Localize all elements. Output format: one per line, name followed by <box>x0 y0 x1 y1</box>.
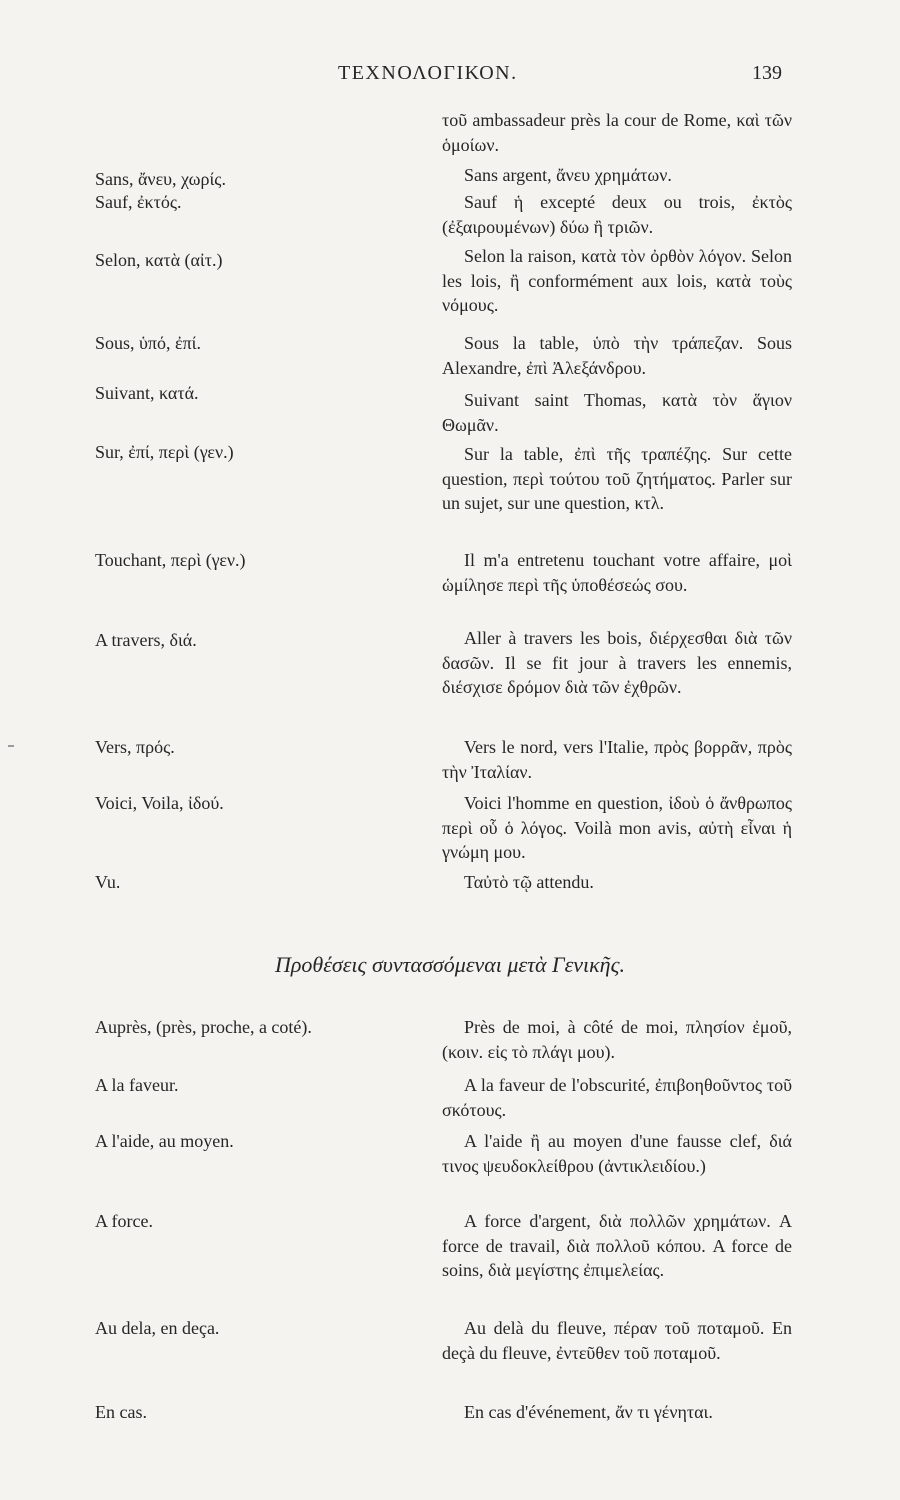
entry-example: Près de moi, à côté de moi, πλησίον ἐμοῦ, (κοιν. εἰς τὸ πλάγι μου). <box>442 1017 792 1062</box>
entry-example: Sous la table, ὑπὸ τὴν τράπεζαν. Sous Alexandre, ἐπὶ Ἀλεξάνδρου. <box>442 333 792 378</box>
entry-term: A l'aide, au moyen. <box>95 1131 234 1151</box>
entry-term: En cas. <box>95 1402 147 1422</box>
entry-term: Auprès, (près, proche, a coté). <box>95 1017 312 1037</box>
entry-term: Au dela, en deça. <box>95 1318 220 1338</box>
entry-example: A l'aide ἢ au moyen d'une fausse clef, διά τινος ψευδοκλείθρου (ἀντικλειδίου.) <box>442 1131 792 1176</box>
entry-term: Selon, κατὰ (αἰτ.) <box>95 250 223 270</box>
entry-example: Sauf ἡ excepté deux ou trois, ἐκτὸς (ἐξαιρουμένων) δύω ἢ τριῶν. <box>442 192 792 237</box>
entry-term: Touchant, περὶ (γεν.) <box>95 550 246 570</box>
continuation-text: τοῦ ambassadeur près la cour de Rome, καὶ τῶν ὁμοίων. <box>442 110 792 155</box>
entry-term: A force. <box>95 1211 153 1231</box>
entry-example: Sans argent, ἄνευ χρημάτων. <box>464 165 672 185</box>
entry-example: Vers le nord, vers l'Italie, πρὸς βορρᾶν, πρὸς τὴν Ἰταλίαν. <box>442 737 792 782</box>
entry-term: A travers, διά. <box>95 630 197 650</box>
entry-example: Suivant saint Thomas, κατὰ τὸν ἅγιον Θωμᾶν. <box>442 390 792 435</box>
entry-term: Voici, Voila, ἰδού. <box>95 793 224 813</box>
running-head <box>0 62 900 90</box>
entry-term: Vers, πρός. <box>95 737 175 757</box>
entry-example: A la faveur de l'obscurité, ἐπιβοηθοῦντος τοῦ σκότους. <box>442 1075 792 1120</box>
entry-example: Il m'a entretenu touchant votre affaire, μοὶ ὡμίλησε περὶ τῆς ὑποθέσεώς σου. <box>442 550 792 595</box>
running-title: ΤΕΧΝΟΛΟΓΙΚΟΝ. <box>338 62 518 84</box>
entry-term: Vu. <box>95 872 121 892</box>
entry-example: Selon la raison, κατὰ τὸν ὀρθὸν λόγον. Selon les lois, ἢ conformément aux lois, κατὰ τοὺς νόμους. <box>442 246 792 315</box>
entry-example: A force d'argent, διὰ πολλῶν χρημάτων. A force de travail, διὰ πολλοῦ κόπου. A force de soins, διὰ μεγίστης ἐπιμελείας. <box>442 1211 792 1280</box>
entry-example: Sur la table, ἐπὶ τῆς τραπέζης. Sur cette question, περὶ τούτου τοῦ ζητήματος. Parler sur un sujet, sur une question, κτλ. <box>442 444 792 513</box>
entry-term: A la faveur. <box>95 1075 179 1095</box>
entry-term: Sur, ἐπί, περὶ (γεν.) <box>95 442 234 462</box>
entry-term: Sauf, ἐκτός. <box>95 192 182 212</box>
section-heading: Προθέσεις συντασσόμεναι μετὰ Γενικῆς. <box>274 952 626 977</box>
entry-term: Suivant, κατά. <box>95 383 199 403</box>
entry-term: Sans, ἄνευ, χωρίς. <box>95 169 226 189</box>
entry-example: Voici l'homme en question, ἰδοὺ ὁ ἄνθρωπος περὶ οὗ ὁ λόγος. Voilà mon avis, αὐτὴ εἶναι ἡ γνώμη μου. <box>442 793 792 862</box>
entry-example: Au delà du fleuve, πέραν τοῦ ποταμοῦ. En deçà du fleuve, ἐντεῦθεν τοῦ ποταμοῦ. <box>442 1318 792 1363</box>
entry-term: Sous, ὑπό, ἐπί. <box>95 333 202 353</box>
entry-example: Aller à travers les bois, διέρχεσθαι διὰ τῶν δασῶν. Il se fit jour à travers les ennemis, διέσχισε δρόμον διὰ τῶν ἐχθρῶν. <box>442 628 792 697</box>
margin-mark <box>8 745 14 747</box>
entry-example: En cas d'événement, ἄν τι γένηται. <box>464 1402 713 1422</box>
page-number: 139 <box>752 62 782 84</box>
entry-example: Ταὐτὸ τῷ attendu. <box>464 872 594 892</box>
